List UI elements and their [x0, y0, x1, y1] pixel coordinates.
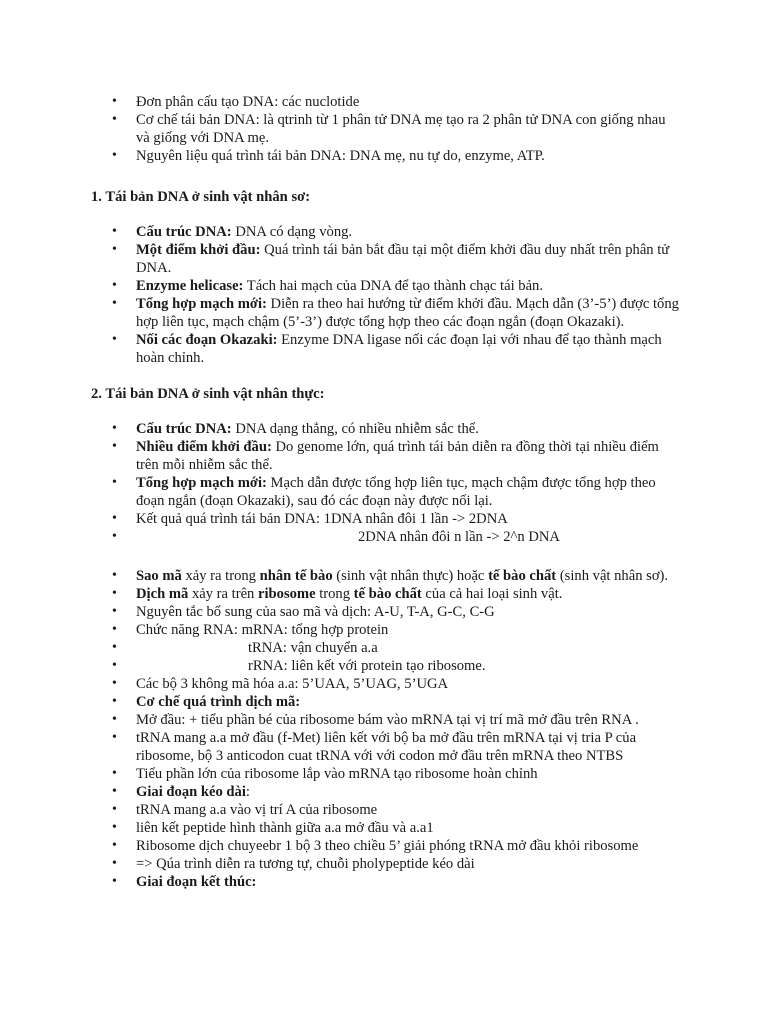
- list-item: • 2DNA nhân đôi n lần -> 2^n DNA: [0, 528, 768, 546]
- list-item: • Tổng hợp mạch mới: Mạch dẫn được tổng hợp liên tục, mạch chậm được tổng hợp theo đoạn ngắn (đoạn Okazaki), sau đó các đoạn này được nối lại.: [0, 474, 768, 510]
- list-item: • Kết quả quá trình tái bản DNA: 1DNA nhân đôi 1 lần -> 2DNA: [0, 510, 768, 528]
- list-item: • Tổng hợp mạch mới: Diễn ra theo hai hướng từ điểm khởi đầu. Mạch dẫn (3’-5’) được tổng hợp liên tục, mạch chậm (5’-3’) được tổng hợp theo các đoạn ngắn (đoạn Okazaki).: [0, 295, 768, 331]
- list-item: • Ribosome dịch chuyeebr 1 bộ 3 theo chiều 5’ giải phóng tRNA mở đầu khỏi ribosome: [0, 837, 768, 855]
- list-item: • Một điểm khởi đầu: Quá trình tái bản bắt đầu tại một điểm khởi đầu duy nhất trên phân tử DNA.: [0, 241, 768, 277]
- list-item: • Nguyên liệu quá trình tái bản DNA: DNA mẹ, nu tự do, enzyme, ATP.: [0, 147, 768, 165]
- list-item: • Cấu trúc DNA: DNA dạng thẳng, có nhiều nhiễm sắc thể.: [0, 420, 768, 438]
- list-item: • Cấu trúc DNA: DNA có dạng vòng.: [0, 223, 768, 241]
- list-item: • liên kết peptide hình thành giữa a.a mở đầu và a.a1: [0, 819, 768, 837]
- list-item: • Tiểu phần lớn của ribosome lắp vào mRNA tạo ribosome hoàn chỉnh: [0, 765, 768, 783]
- list-item: • Enzyme helicase: Tách hai mạch của DNA để tạo thành chạc tái bản.: [0, 277, 768, 295]
- list-item: • tRNA mang a.a mở đầu (f-Met) liên kết với bộ ba mở đầu trên mRNA tại vị tria P của ribosome, bộ 3 anticodon cuat tRNA với với codon mở đầu trên mRNA theo NTBS: [0, 729, 768, 765]
- section-heading-prokaryote: 1. Tái bản DNA ở sinh vật nhân sơ:: [91, 189, 311, 205]
- list-item: • Sao mã xảy ra trong nhân tế bào (sinh vật nhân thực) hoặc tế bào chất (sinh vật nhân sơ).: [0, 567, 768, 585]
- list-item: • Nguyên tắc bổ sung của sao mã và dịch: A-U, T-A, G-C, C-G: [0, 603, 768, 621]
- section-heading-eukaryote: 2. Tái bản DNA ở sinh vật nhân thực:: [91, 386, 325, 402]
- eukaryote-list: [0, 420, 768, 546]
- list-item: • Chức năng RNA: mRNA: tổng hợp protein: [0, 621, 768, 639]
- list-item: • Giai đoạn kéo dài:: [0, 783, 768, 801]
- list-item: • rRNA: liên kết với protein tạo ribosome.: [0, 657, 768, 675]
- list-item: • Cơ chế quá trình dịch mã:: [0, 693, 768, 711]
- list-item: • Nhiều điểm khởi đầu: Do genome lớn, quá trình tái bản diễn ra đồng thời tại nhiều điểm trên mỗi nhiễm sắc thể.: [0, 438, 768, 474]
- list-item: • Đơn phân cấu tạo DNA: các nuclotide: [0, 93, 768, 111]
- list-item: • => Qúa trình diễn ra tương tự, chuỗi pholypeptide kéo dài: [0, 855, 768, 873]
- transcription-translation-list: [0, 567, 768, 891]
- list-item: • Giai đoạn kết thúc:: [0, 873, 768, 891]
- list-item: • Các bộ 3 không mã hóa a.a: 5’UAA, 5’UAG, 5’UGA: [0, 675, 768, 693]
- list-item: • tRNA mang a.a vào vị trí A của ribosome: [0, 801, 768, 819]
- prokaryote-list: [0, 223, 768, 367]
- list-item: • Cơ chế tái bản DNA: là qtrinh từ 1 phân tử DNA mẹ tạo ra 2 phân tử DNA con giống nhau và giống với DNA mẹ.: [0, 111, 768, 147]
- list-item: • Nối các đoạn Okazaki: Enzyme DNA ligase nối các đoạn lại với nhau để tạo thành mạch hoàn chỉnh.: [0, 331, 768, 367]
- intro-list: [0, 93, 768, 165]
- list-item: • tRNA: vận chuyển a.a: [0, 639, 768, 657]
- list-item: • Dịch mã xảy ra trên ribosome trong tế bào chất của cả hai loại sinh vật.: [0, 585, 768, 603]
- list-item: • Mở đầu: + tiểu phần bé của ribosome bám vào mRNA tại vị trí mã mở đầu trên RNA .: [0, 711, 768, 729]
